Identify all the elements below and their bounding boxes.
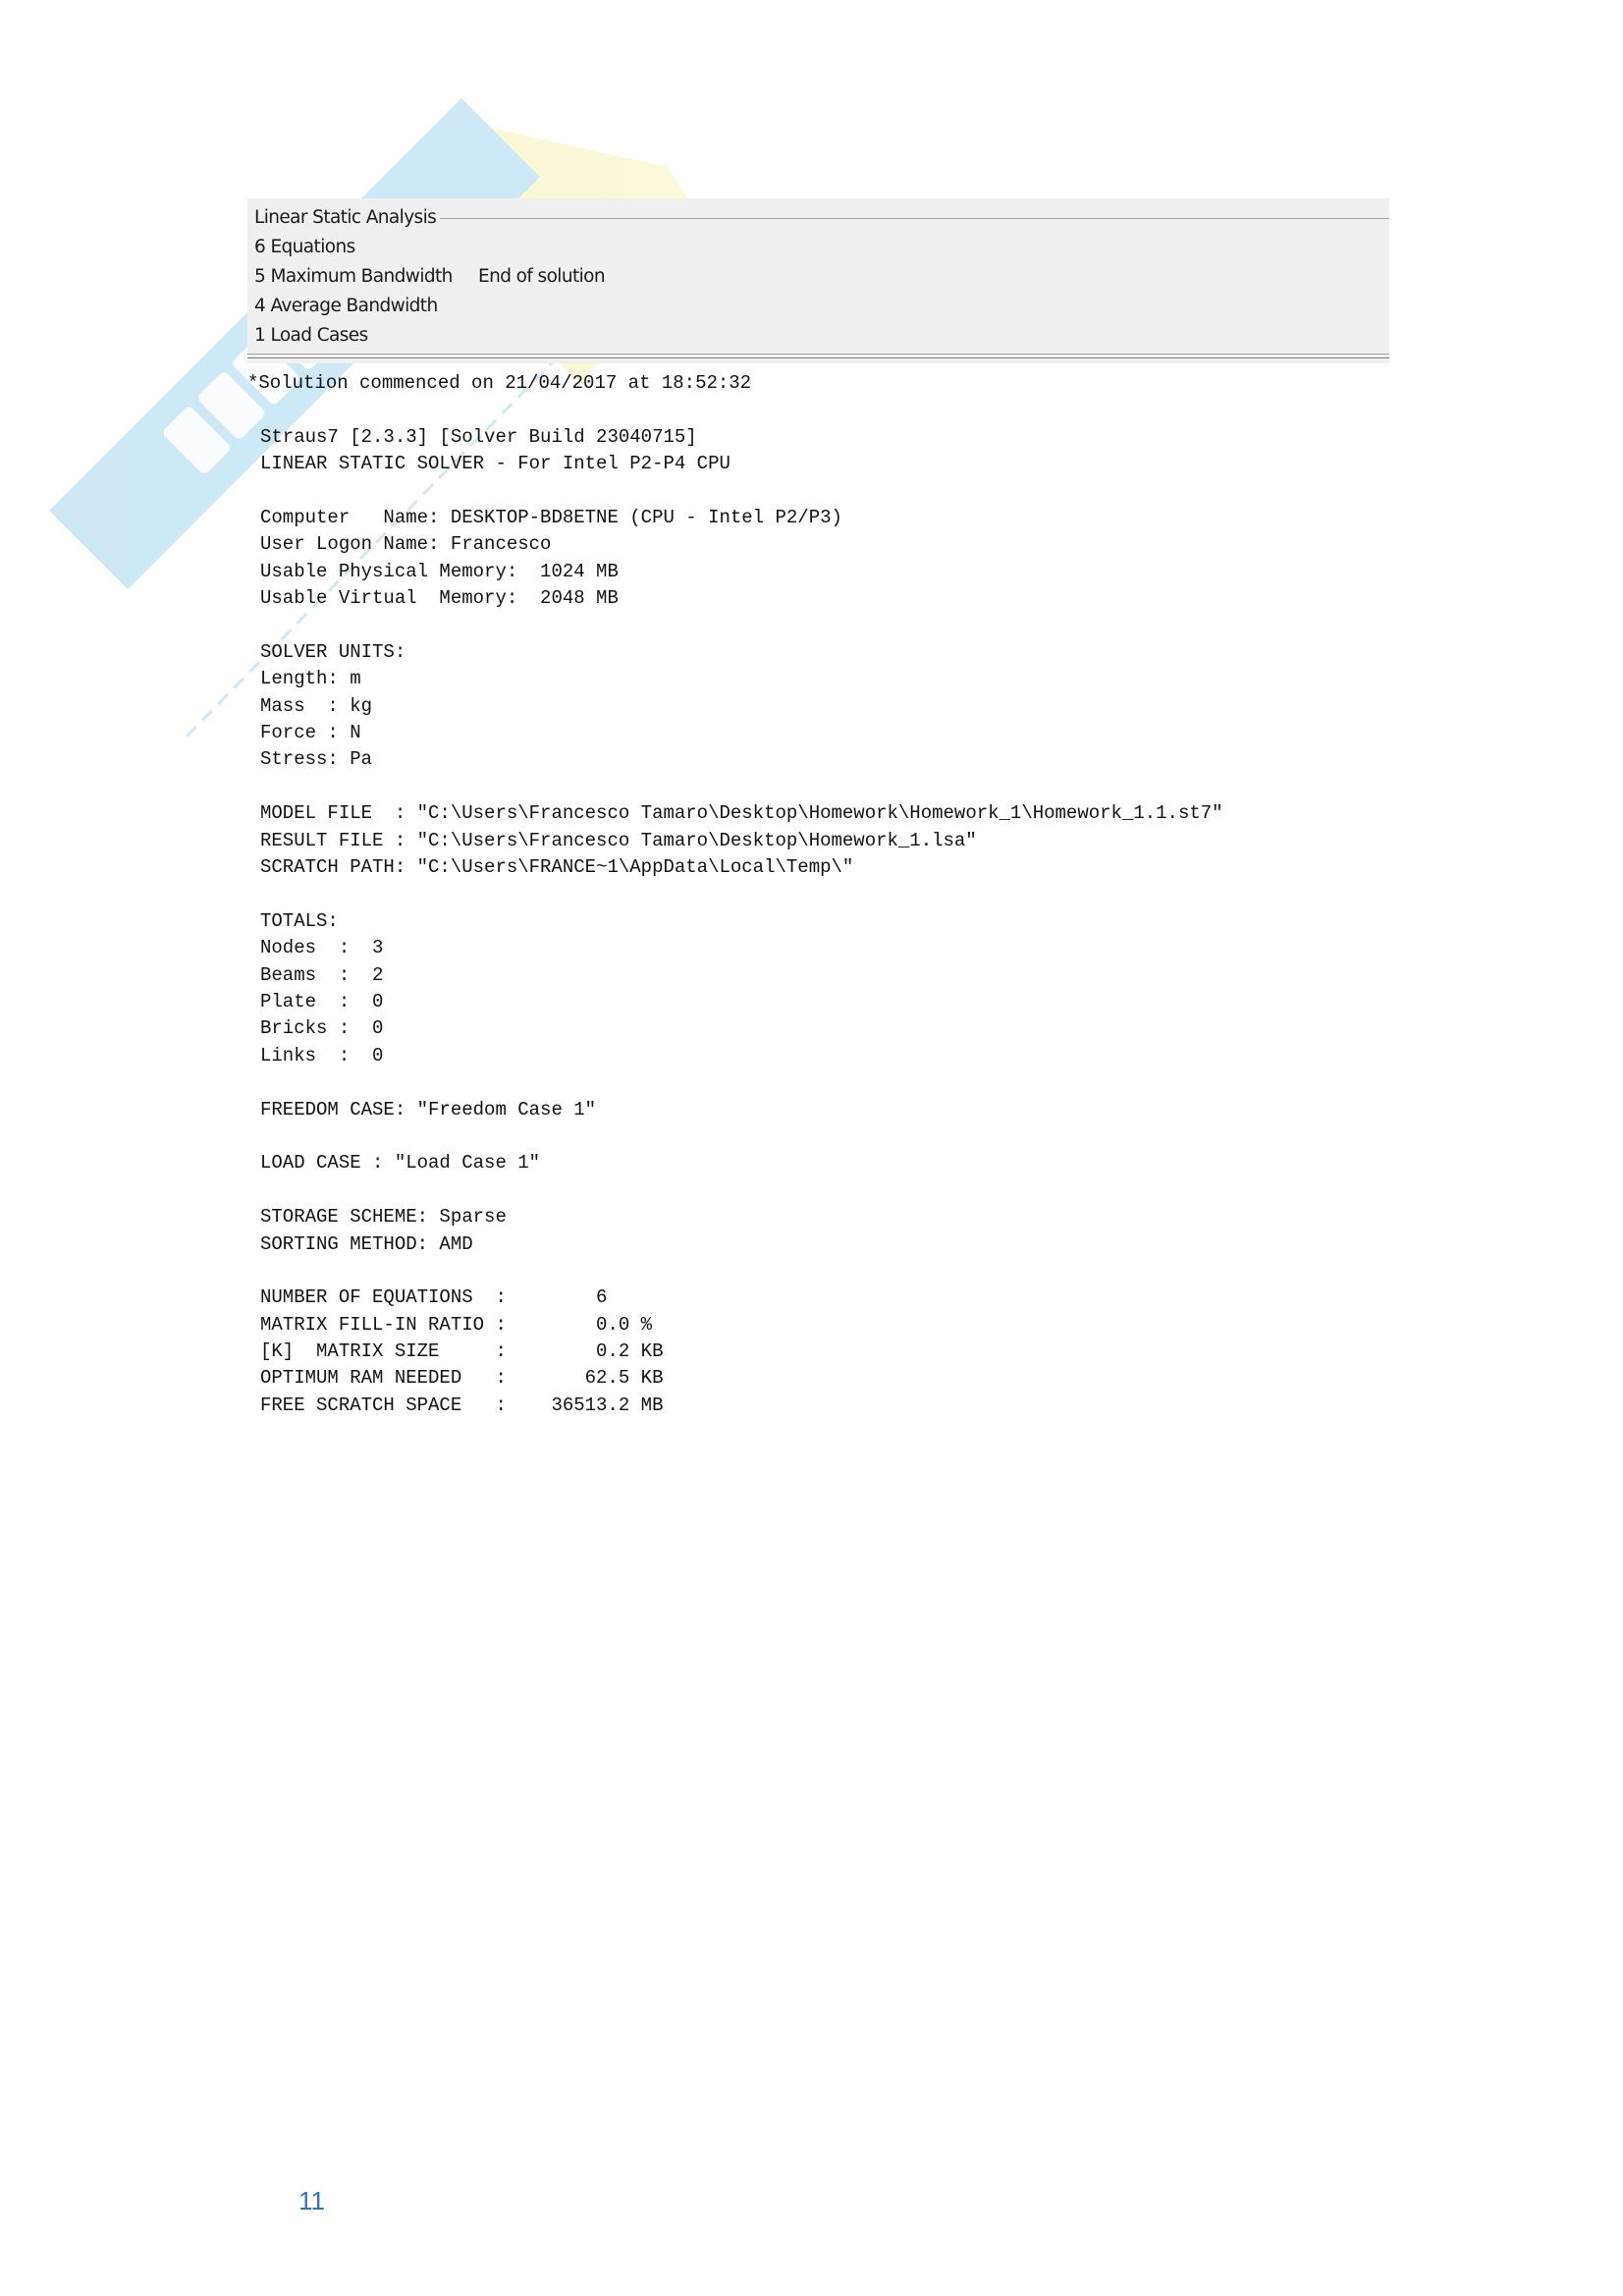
- log-line: SCRATCH PATH: "C:\Users\FRANCE~1\AppData\Local\Temp\": [260, 856, 854, 879]
- panel-top-divider: [440, 218, 1389, 219]
- log-line: [247, 1069, 1389, 1096]
- log-line: User Logon Name: Francesco: [260, 533, 552, 556]
- log-line: OPTIMUM RAM NEEDED : 62.5 KB: [260, 1367, 664, 1390]
- log-line: MODEL FILE : "C:\Users\Francesco Tamaro\Desktop\Homework\Homework_1\Homework_1.1.st7": [260, 802, 1223, 825]
- log-line: Mass : kg: [260, 694, 373, 717]
- log-line: Computer Name: DESKTOP-BD8ETNE (CPU - Intel P2/P3): [260, 506, 842, 528]
- log-line: FREEDOM CASE: "Freedom Case 1": [260, 1098, 597, 1121]
- log-line: [247, 397, 1389, 423]
- log-line: [247, 1123, 1389, 1150]
- log-line: [247, 1177, 1389, 1204]
- log-line: Force : N: [260, 722, 361, 744]
- status-end-message: End of solution: [478, 266, 606, 287]
- page-number: 11: [298, 2186, 325, 2215]
- log-line: Nodes : 3: [260, 937, 384, 959]
- log-lines: [247, 397, 1389, 1419]
- log-line: Stress: Pa: [260, 748, 373, 771]
- log-line: NUMBER OF EQUATIONS : 6: [260, 1286, 608, 1309]
- panel-bottom-divider-dark: [247, 357, 1389, 358]
- log-line: Usable Physical Memory: 1024 MB: [260, 560, 619, 582]
- log-line: STORAGE SCHEME: Sparse: [260, 1206, 507, 1229]
- log-line: FREE SCRATCH SPACE : 36513.2 MB: [260, 1394, 664, 1416]
- status-avg-bandwidth: 4 Average Bandwidth: [254, 296, 438, 316]
- status-analysis-type: Linear Static Analysis: [254, 207, 437, 228]
- panel-bottom-divider: [247, 354, 1389, 355]
- log-line: [247, 1258, 1389, 1285]
- log-line: Length: m: [260, 668, 361, 690]
- status-load-cases: 1 Load Cases: [254, 325, 368, 346]
- log-commenced-line: *Solution commenced on 21/04/2017 at 18:52:32: [247, 372, 752, 394]
- log-line: RESULT FILE : "C:\Users\Francesco Tamaro\Desktop\Homework_1.lsa": [260, 829, 977, 851]
- log-line: MATRIX FILL-IN RATIO : 0.0 %: [260, 1313, 653, 1336]
- log-line: Straus7 [2.3.3] [Solver Build 23040715]: [260, 425, 697, 448]
- status-max-bandwidth: 5 Maximum Bandwidth: [254, 266, 453, 287]
- solver-log: [247, 370, 1389, 1419]
- log-line: [247, 478, 1389, 505]
- log-line: SOLVER UNITS:: [260, 640, 406, 663]
- log-line: [K] MATRIX SIZE : 0.2 KB: [260, 1340, 664, 1363]
- solver-status-panel: [247, 198, 1389, 363]
- status-equations: 6 Equations: [254, 237, 355, 257]
- log-line: LINEAR STATIC SOLVER - For Intel P2-P4 CPU: [260, 453, 730, 475]
- log-line: [247, 881, 1389, 907]
- log-line: Beams : 2: [260, 963, 384, 986]
- log-line: [247, 613, 1389, 639]
- log-line: LOAD CASE : "Load Case 1": [260, 1152, 541, 1175]
- log-line: Bricks : 0: [260, 1017, 384, 1040]
- log-line: Plate : 0: [260, 991, 384, 1012]
- log-line: SORTING METHOD: AMD: [260, 1232, 473, 1255]
- log-line: TOTALS:: [260, 909, 339, 932]
- log-line: Links : 0: [260, 1044, 384, 1066]
- log-line: Usable Virtual Memory: 2048 MB: [260, 587, 619, 610]
- log-line: [247, 774, 1389, 800]
